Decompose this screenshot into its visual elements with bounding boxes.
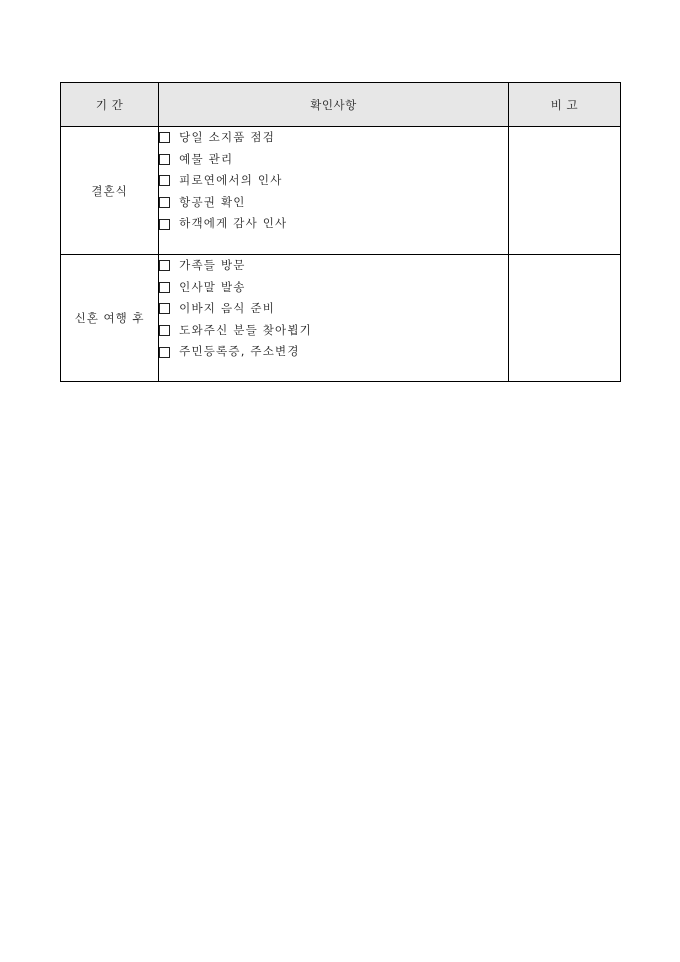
table-row-after-honeymoon (61, 255, 621, 382)
checklist-item-label: 항공권 확인 (179, 194, 246, 209)
period-cell: 결혼식 (61, 127, 159, 255)
items-cell (159, 255, 509, 382)
checkbox-icon[interactable] (159, 282, 170, 293)
checklist-item[interactable] (159, 192, 508, 214)
checkbox-icon[interactable] (159, 175, 170, 186)
table-row-wedding (61, 127, 621, 255)
checklist-item[interactable] (159, 341, 508, 363)
checklist-item[interactable] (159, 298, 508, 320)
checklist-item[interactable] (159, 277, 508, 299)
checklist-page (60, 82, 621, 382)
checkbox-icon[interactable] (159, 154, 170, 165)
header-row (61, 83, 621, 127)
checklist-item-label: 이바지 음식 준비 (179, 301, 276, 316)
checkbox-icon[interactable] (159, 132, 170, 143)
checklist-item[interactable] (159, 255, 508, 277)
period-cell: 신혼 여행 후 (61, 255, 159, 382)
checklist-item-label: 당일 소지품 점검 (179, 130, 276, 144)
checklist-item-label: 도와주신 분들 찾아뵙기 (179, 322, 312, 337)
note-cell (508, 255, 620, 382)
checkbox-icon[interactable] (159, 325, 170, 336)
items-cell (159, 127, 509, 255)
checklist-item[interactable] (159, 170, 508, 192)
wedding-checklist-table (60, 82, 621, 382)
checklist-item[interactable] (159, 127, 508, 149)
checklist-item[interactable] (159, 213, 508, 235)
checklist-item-label: 가족들 방문 (179, 258, 246, 272)
checklist-item-label: 인사말 발송 (179, 279, 246, 294)
note-cell (508, 127, 620, 255)
header-note: 비 고 (508, 83, 620, 127)
checklist-item[interactable] (159, 320, 508, 342)
checkbox-icon[interactable] (159, 197, 170, 208)
checklist-group-wedding (159, 127, 508, 235)
header-items: 확인사항 (159, 83, 509, 127)
checklist-group-after-honeymoon (159, 255, 508, 363)
checklist-item-label: 피로연에서의 인사 (179, 173, 283, 188)
checklist-item-label: 주민등록증, 주소변경 (179, 344, 300, 359)
checkbox-icon[interactable] (159, 260, 170, 271)
checklist-item[interactable] (159, 149, 508, 171)
checkbox-icon[interactable] (159, 219, 170, 230)
checkbox-icon[interactable] (159, 303, 170, 314)
checkbox-icon[interactable] (159, 347, 170, 358)
checklist-item-label: 예물 관리 (179, 151, 234, 166)
header-period: 기 간 (61, 83, 159, 127)
checklist-item-label: 하객에게 감사 인사 (179, 216, 288, 231)
